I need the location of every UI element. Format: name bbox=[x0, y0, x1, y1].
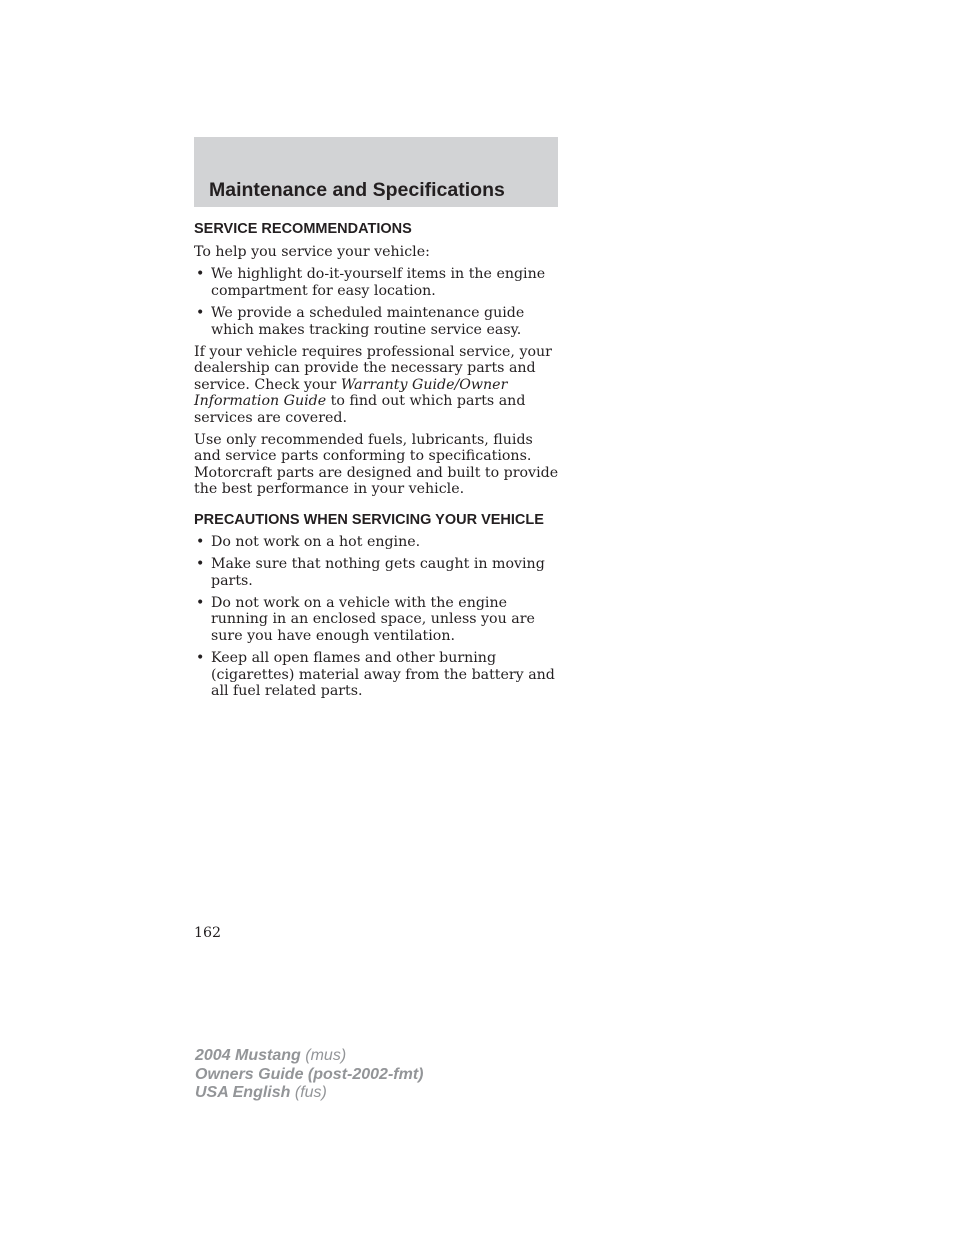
list-item-text: We highlight do-it-yourself items in the engine compartment for easy location. bbox=[211, 266, 546, 299]
bullet-icon: • bbox=[196, 594, 205, 611]
guide-reference: Warranty Guide/Owner Information Guide bbox=[194, 376, 508, 410]
chapter-header-band bbox=[194, 137, 558, 207]
paragraph-text: If your vehicle requires professional service, your dealership can provide the necessary parts and service. Check your bbox=[194, 344, 552, 393]
intro-paragraph: To help you service your vehicle: bbox=[194, 244, 430, 260]
list-item-text: Keep all open flames and other burning (cigarettes) material away from the battery and all fuel related parts. bbox=[211, 650, 555, 699]
footer-model: 2004 Mustang bbox=[195, 1047, 301, 1064]
list-item-text: Make sure that nothing gets caught in moving parts. bbox=[211, 556, 545, 589]
list-item bbox=[194, 305, 560, 338]
bullet-icon: • bbox=[196, 266, 205, 283]
footer-guide: Owners Guide (post-2002-fmt) bbox=[195, 1065, 424, 1083]
footer-model-code: (mus) bbox=[300, 1047, 347, 1064]
list-item bbox=[194, 556, 560, 589]
footer-line-language bbox=[195, 1084, 423, 1103]
bullet-icon: • bbox=[196, 305, 205, 322]
bullet-icon: • bbox=[196, 556, 205, 573]
list-item-text: We provide a scheduled maintenance guide which makes tracking routine service easy. bbox=[211, 305, 525, 338]
list-item bbox=[194, 595, 560, 644]
section-heading-precautions: PRECAUTIONS WHEN SERVICING YOUR VEHICLE bbox=[194, 511, 544, 528]
page-number: 162 bbox=[194, 925, 222, 941]
list-item-text: Do not work on a vehicle with the engine running in an enclosed space, unless you are sure you have enough ventilation. bbox=[211, 594, 535, 644]
recommended-parts-paragraph: Use only recommended fuels, lubricants, fluids and service parts conforming to specifications. Motorcraft parts are designed and built to provide the best performance in your vehicle. bbox=[194, 432, 559, 498]
list-item bbox=[194, 650, 560, 699]
footer-language-code: (fus) bbox=[290, 1084, 327, 1101]
chapter-title: Maintenance and Specifications bbox=[209, 179, 505, 201]
page-content bbox=[194, 221, 560, 699]
precautions-bullet-list bbox=[194, 534, 560, 700]
footer-language: USA English bbox=[195, 1084, 291, 1101]
list-item bbox=[194, 266, 560, 299]
footer-line-guide bbox=[195, 1066, 423, 1085]
section-heading-service-recommendations: SERVICE RECOMMENDATIONS bbox=[194, 221, 412, 237]
bullet-icon: • bbox=[196, 533, 205, 550]
service-bullet-list bbox=[194, 266, 560, 338]
list-item-text: Do not work on a hot engine. bbox=[211, 533, 421, 550]
footer-line-model bbox=[195, 1047, 423, 1066]
list-item bbox=[194, 534, 560, 550]
bullet-icon: • bbox=[196, 650, 205, 667]
professional-service-paragraph bbox=[194, 344, 560, 426]
document-footer bbox=[195, 1047, 423, 1103]
paragraph-text: to find out which parts and services are covered. bbox=[194, 393, 526, 426]
